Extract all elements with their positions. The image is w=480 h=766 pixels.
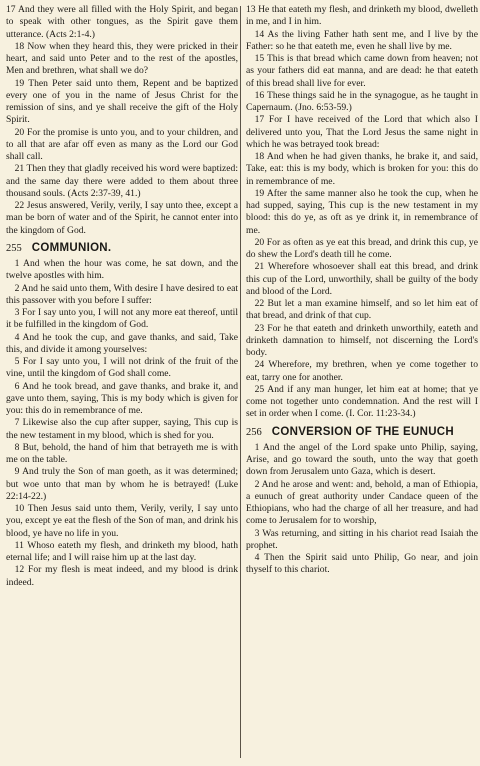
section-heading-eunuch [246,426,478,439]
verse-paragraph: 17 And they were all filled with the Holy Spirit, and began to speak with other tongues, as the Spirit gave them utterance. (Acts 2:1-4.) [6,4,238,40]
verse-paragraph: 8 But, behold, the hand of him that betrayeth me is with me on the table. [6,441,238,465]
verse-paragraph: 3 Was returning, and sitting in his chariot read Isaiah the prophet. [246,527,478,551]
verse-paragraph: 20 For as often as ye eat this bread, and drink this cup, ye do shew the Lord's death till he come. [246,236,478,260]
verse-paragraph: 3 For I say unto you, I will not any more eat thereof, until it be fulfilled in the kingdom of God. [6,307,238,331]
section-title: CONVERSION OF THE EUNUCH [271,425,455,438]
verse-paragraph: 24 Wherefore, my brethren, when ye come together to eat, tarry one for another. [246,359,478,383]
verse-paragraph: 11 Whoso eateth my flesh, and drinketh my blood, hath eternal life; and I will raise him up at the last day. [6,539,238,563]
verse-paragraph: 2 And he arose and went: and, behold, a man of Ethiopia, a eunuch of great authority under Candace queen of the Ethiopians, who had the charge of all her treasure, and had come to Jerusalem for to worship, [246,478,478,527]
verse-paragraph: 7 Likewise also the cup after supper, saying, This cup is the new testament in my blood, which is shed for you. [6,417,238,441]
verse-paragraph: 23 For he that eateth and drinketh unworthily, eateth and drinketh damnation to himself, not discerning the Lord's body. [246,322,478,358]
column-divider [240,6,241,758]
verse-paragraph: 4 And he took the cup, and gave thanks, and said, Take this, and divide it among yourselves: [6,331,238,355]
verse-paragraph: 4 Then the Spirit said unto Philip, Go near, and join thyself to this chariot. [246,552,478,576]
right-column [246,4,478,577]
verse-paragraph: 10 Then Jesus said unto them, Verily, verily, I say unto you, except ye eat the flesh of the Son of man, and drink his blood, ye have no life in you. [6,503,238,539]
verse-paragraph: 5 For I say unto you, I will not drink of the fruit of the vine, until the kingdom of God shall come. [6,356,238,380]
verse-paragraph: 9 And truly the Son of man goeth, as it was determined; but woe unto that man by whom he is betrayed! (Luke 22:14-22.) [6,466,238,502]
verse-paragraph: 18 Now when they heard this, they were pricked in their heart, and said unto Peter and to the rest of the apostles, Men and brethren, what shall we do? [6,40,238,77]
verse-paragraph: 17 For I have received of the Lord that which also I delivered unto you, That the Lord Jesus the same night in which he was betrayed took bread: [246,114,478,150]
section-number: 255 [6,242,22,254]
section-heading-communion [6,242,238,255]
verse-paragraph: 22 But let a man examine himself, and so let him eat of that bread, and drink of that cup. [246,298,478,322]
verse-paragraph: 22 Jesus answered, Verily, verily, I say unto thee, except a man be born of water and of the Spirit, he cannot enter into the kingdom of God. [6,200,238,236]
verse-paragraph: 19 After the same manner also he took the cup, when he had supped, saying, This cup is the new testament in my blood: this do ye, as oft as ye drink it, in remembrance of me. [246,187,478,236]
verse-paragraph: 14 As the living Father hath sent me, and I live by the Father: so he that eateth me, even he shall live by me. [246,28,478,52]
verse-paragraph: 15 This is that bread which came down from heaven; not as your fathers did eat manna, and are dead: he that eateth of this bread shall live for ever. [246,53,478,89]
verse-paragraph: 13 He that eateth my flesh, and drinketh my blood, dwelleth in me, and I in him. [246,4,478,28]
left-column [6,4,238,589]
verse-paragraph: 6 And he took bread, and gave thanks, and brake it, and gave unto them, saying, This is my body which is given for you: this do in remembrance of me. [6,380,238,416]
verse-paragraph: 12 For my flesh is meat indeed, and my blood is drink indeed. [6,564,238,588]
verse-paragraph: 1 And when the hour was come, he sat down, and the twelve apostles with him. [6,258,238,282]
verse-paragraph: 21 Then they that gladly received his word were baptized: and the same day there were added to them about three thousand souls. (Acts 2:37-39, 41.) [6,163,238,199]
section-title: COMMUNION. [31,241,112,254]
verse-paragraph: 1 And the angel of the Lord spake unto Philip, saying, Arise, and go toward the south, unto the way that goeth down from Jerusalem unto Gaza, which is desert. [246,441,478,478]
verse-paragraph: 21 Wherefore whosoever shall eat this bread, and drink this cup of the Lord, unworthily, shall be guilty of the body and blood of the Lord. [246,261,478,297]
verse-paragraph: 19 Then Peter said unto them, Repent and be baptized every one of you in the name of Jesus Christ for the remission of sins, and ye shall receive the gift of the Holy Spirit. [6,77,238,126]
verse-paragraph: 20 For the promise is unto you, and to your children, and to all that are afar off even as many as the Lord our God shall call. [6,126,238,162]
verse-paragraph: 16 These things said he in the synagogue, as he taught in Capernaum. (Jno. 6:53-59.) [246,89,478,113]
verse-paragraph: 2 And he said unto them, With desire I have desired to eat this passover with you before I suffer: [6,282,238,306]
verse-paragraph: 25 And if any man hunger, let him eat at home; that ye come not together unto condemnation. And the rest will I set in order when I come. (I. Cor. 11:23-34.) [246,383,478,420]
verse-paragraph: 18 And when he had given thanks, he brake it, and said, Take, eat: this is my body, which is broken for you: this do in remembrance of me. [246,151,478,187]
section-number: 256 [246,426,262,438]
